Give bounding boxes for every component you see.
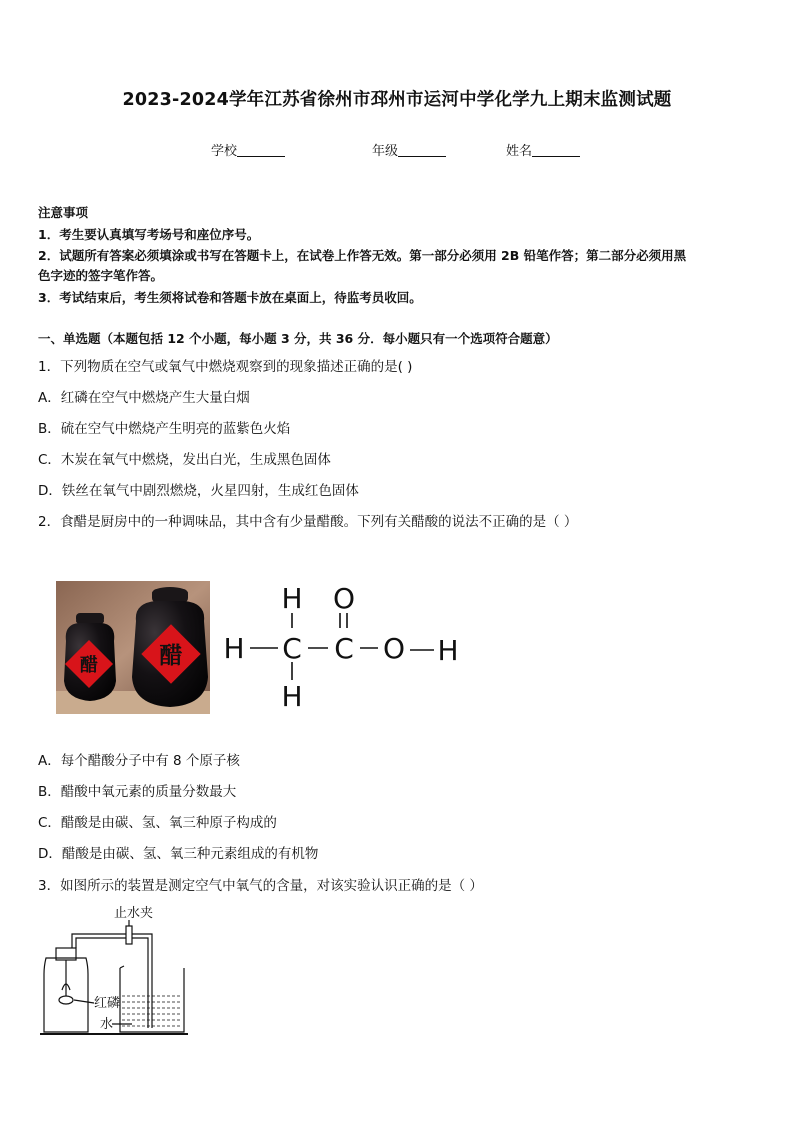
section-heading: 一、单选题（本题包括 12 个小题，每小题 3 分，共 36 分．每小题只有一个选项符合题意） — [38, 331, 558, 346]
question-2-stem: 2．食醋是厨房中的一种调味品，其中含有少量醋酸。下列有关醋酸的说法不正确的是（ ） — [38, 514, 578, 530]
jar-label-char: 醋 — [80, 655, 98, 676]
oxygen-atom-label: O — [332, 582, 356, 615]
red-phosphorus-label: 红磷 — [94, 996, 121, 1011]
question-2-option-a[interactable]: A．每个醋酸分子中有 8 个原子核 — [38, 753, 240, 769]
carbon-atom-label: C — [334, 632, 354, 665]
hydrogen-atom-label: H — [437, 634, 459, 667]
jar-label-char: 醋 — [159, 642, 183, 669]
question-3-stem: 3．如图所示的装置是测定空气中氧气的含量，对该实验认识正确的是（ ） — [38, 878, 483, 894]
small-jar — [64, 613, 116, 701]
notice-heading: 注意事项 — [38, 205, 89, 220]
question-1-option-d[interactable]: D．铁丝在氧气中剧烈燃烧，火星四射，生成红色固体 — [38, 483, 359, 499]
school-field[interactable] — [211, 140, 285, 159]
name-blank[interactable] — [532, 143, 580, 157]
question-1-stem: 1．下列物质在空气或氧气中燃烧观察到的现象描述正确的是( ) — [38, 359, 413, 375]
school-blank[interactable] — [237, 143, 285, 157]
notice-item: 3．考试结束后，考生须将试卷和答题卡放在桌面上，待监考员收回。 — [38, 290, 422, 305]
clamp-label: 止水夹 — [114, 906, 154, 921]
hydrogen-atom-label: H — [281, 582, 303, 615]
question-2-option-b[interactable]: B．醋酸中氧元素的质量分数最大 — [38, 784, 237, 800]
large-jar — [132, 587, 208, 707]
notice-item-continued: 色字迹的签字笔作答。 — [38, 268, 164, 283]
water-clamp — [126, 926, 132, 944]
grade-label: 年级 — [372, 144, 399, 159]
hydrogen-atom-label: H — [281, 680, 303, 710]
document-title: 2023-2024学年江苏省徐州市邳州市运河中学化学九上期末监测试题 — [122, 90, 672, 110]
notice-item: 2．试题所有答案必须填涂或书写在答题卡上，在试卷上作答无效。第一部分必须用 2B 铅笔作答；第二部分必须用黑 — [38, 248, 687, 263]
question-1-option-b[interactable]: B．硫在空气中燃烧产生明亮的蓝紫色火焰 — [38, 421, 291, 437]
oxygen-experiment-apparatus — [36, 900, 196, 1040]
notice-item: 1．考生要认真填写考场号和座位序号。 — [38, 227, 260, 242]
carbon-atom-label: C — [282, 632, 302, 665]
student-info-fields — [0, 140, 794, 160]
oxygen-atom-label: O — [382, 632, 406, 665]
hydrogen-atom-label: H — [223, 632, 245, 665]
vinegar-jars-photo — [56, 581, 210, 714]
school-label: 学校 — [211, 144, 238, 159]
water-label: 水 — [100, 1017, 114, 1032]
grade-blank[interactable] — [398, 143, 446, 157]
question-2-option-c[interactable]: C．醋酸是由碳、氢、氧三种原子构成的 — [38, 815, 277, 831]
question-2-option-d[interactable]: D．醋酸是由碳、氢、氧三种元素组成的有机物 — [38, 846, 319, 862]
question-1-option-a[interactable]: A．红磷在空气中燃烧产生大量白烟 — [38, 390, 250, 406]
question-1-option-c[interactable]: C．木炭在氧气中燃烧，发出白光，生成黑色固体 — [38, 452, 331, 468]
grade-field[interactable] — [372, 140, 446, 159]
name-field[interactable] — [506, 140, 580, 159]
acetic-acid-structure — [220, 580, 470, 710]
name-label: 姓名 — [506, 144, 533, 159]
